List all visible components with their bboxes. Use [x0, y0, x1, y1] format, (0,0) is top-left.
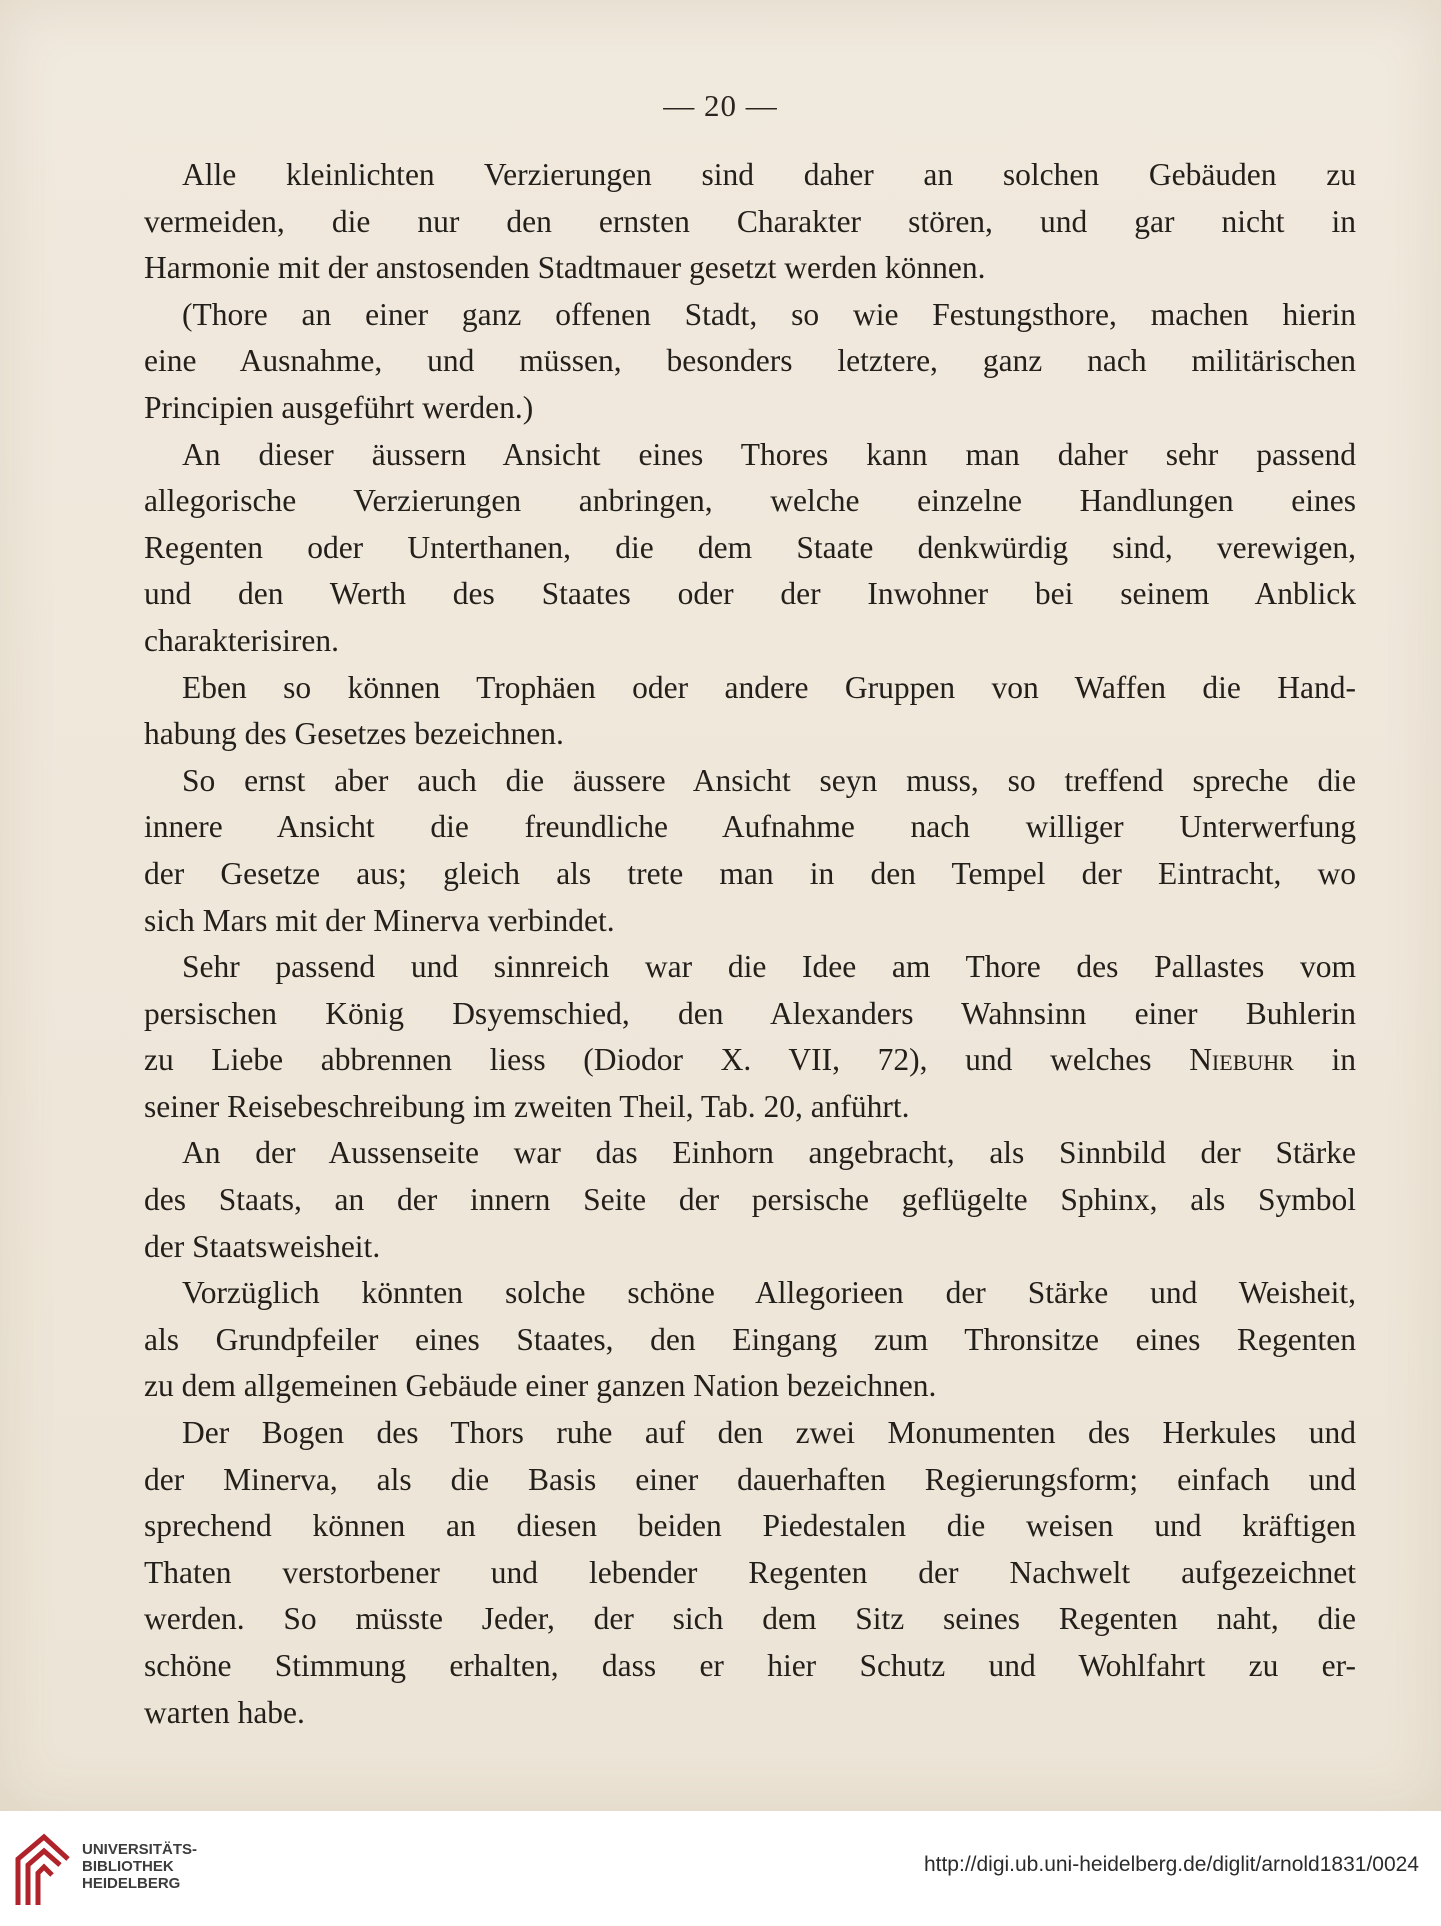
library-name-line: HEIDELBERG	[82, 1875, 181, 1892]
library-logo-icon[interactable]	[14, 1829, 72, 1909]
paragraph	[144, 1130, 1356, 1270]
body-text	[144, 152, 1356, 1736]
text-line: Harmonie mit der anstosenden Stadtmauer gesetzt werden können.	[144, 250, 986, 286]
text-line: des Staats, an der innern Seite der persische geflügelte Sphinx, als Symbol	[144, 1182, 1356, 1218]
text-line: Thaten verstorbener und lebender Regenten der Nachwelt aufgezeichnet	[144, 1554, 1356, 1590]
paragraph	[144, 432, 1356, 665]
text-line: zu Liebe abbrennen liess (Diodor X. VII, 72), und welches Niebuhr in	[144, 1042, 1356, 1078]
text-line: und den Werth des Staates oder der Inwohner bei seinem Anblick	[144, 576, 1356, 612]
library-name-line: UNIVERSITÄTS-	[82, 1841, 198, 1858]
page-number: — 20 —	[663, 88, 778, 123]
text-line: vermeiden, die nur den ernsten Charakter stören, und gar nicht in	[144, 203, 1356, 239]
text-line: Principien ausgeführt werden.)	[144, 389, 534, 425]
paragraph	[144, 1410, 1356, 1736]
paragraph	[144, 1270, 1356, 1410]
text-line: Sehr passend und sinnreich war die Idee am Thore des Pallastes vom	[182, 949, 1356, 985]
library-name	[82, 1841, 197, 1892]
text-line: Eben so können Trophäen oder andere Gruppen von Waffen die Hand-	[182, 669, 1356, 705]
text-line: der Staatsweisheit.	[144, 1228, 381, 1264]
paragraph	[144, 758, 1356, 944]
text-line: als Grundpfeiler eines Staates, den Eingang zum Thronsitze eines Regenten	[144, 1321, 1356, 1357]
text-line: allegorische Verzierungen anbringen, welche einzelne Handlungen eines	[144, 483, 1356, 519]
text-line: So ernst aber auch die äussere Ansicht seyn muss, so treffend spreche die	[182, 762, 1356, 798]
source-url-link[interactable]: http://digi.ub.uni-heidelberg.de/diglit/arnold1831/0024	[923, 1853, 1419, 1876]
text-line: Alle kleinlichten Verzierungen sind daher an solchen Gebäuden zu	[182, 157, 1356, 192]
text-line: der Gesetze aus; gleich als trete man in den Tempel der Eintracht, wo	[144, 855, 1356, 891]
library-name-line: BIBLIOTHEK	[82, 1858, 174, 1875]
text-line: der Minerva, als die Basis einer dauerhaften Regierungsform; einfach und	[144, 1461, 1356, 1497]
text-line: An der Aussenseite war das Einhorn angebracht, als Sinnbild der Stärke	[182, 1135, 1356, 1171]
text-line: persischen König Dsyemschied, den Alexanders Wahnsinn einer Buhlerin	[144, 995, 1356, 1031]
text-line: An dieser äussern Ansicht eines Thores kann man daher sehr passend	[182, 436, 1356, 472]
text-line: schöne Stimmung erhalten, dass er hier Schutz und Wohlfahrt zu er-	[144, 1648, 1356, 1683]
text-line: sprechend können an diesen beiden Piedestalen die weisen und kräftigen	[144, 1508, 1356, 1544]
text-line: habung des Gesetzes bezeichnen.	[144, 716, 564, 752]
text-line: warten habe.	[144, 1694, 305, 1730]
paragraph	[144, 665, 1356, 758]
paragraph	[144, 944, 1356, 1130]
paragraph	[144, 292, 1356, 432]
paragraph	[144, 152, 1356, 292]
footer-bar	[0, 1811, 1441, 1926]
text-line: Regenten oder Unterthanen, die dem Staate denkwürdig sind, verewigen,	[144, 529, 1356, 565]
text-line: sich Mars mit der Minerva verbindet.	[144, 902, 615, 938]
text-line: Vorzüglich könnten solche schöne Allegorieen der Stärke und Weisheit,	[182, 1275, 1356, 1311]
text-line: zu dem allgemeinen Gebäude einer ganzen Nation bezeichnen.	[144, 1368, 937, 1404]
author-name: Niebuhr	[1189, 1042, 1294, 1078]
text-line: innere Ansicht die freundliche Aufnahme nach williger Unterwerfung	[144, 809, 1356, 845]
text-line: seiner Reisebeschreibung im zweiten Theil, Tab. 20, anführt.	[144, 1088, 910, 1124]
text-line: eine Ausnahme, und müssen, besonders letztere, ganz nach militärischen	[144, 343, 1356, 379]
text-line: (Thore an einer ganz offenen Stadt, so wie Festungsthore, machen hierin	[182, 296, 1356, 332]
text-line: werden. So müsste Jeder, der sich dem Sitz seines Regenten naht, die	[144, 1601, 1356, 1637]
text-line: Der Bogen des Thors ruhe auf den zwei Monumenten des Herkules und	[182, 1415, 1356, 1451]
text-line: charakterisiren.	[144, 622, 340, 658]
